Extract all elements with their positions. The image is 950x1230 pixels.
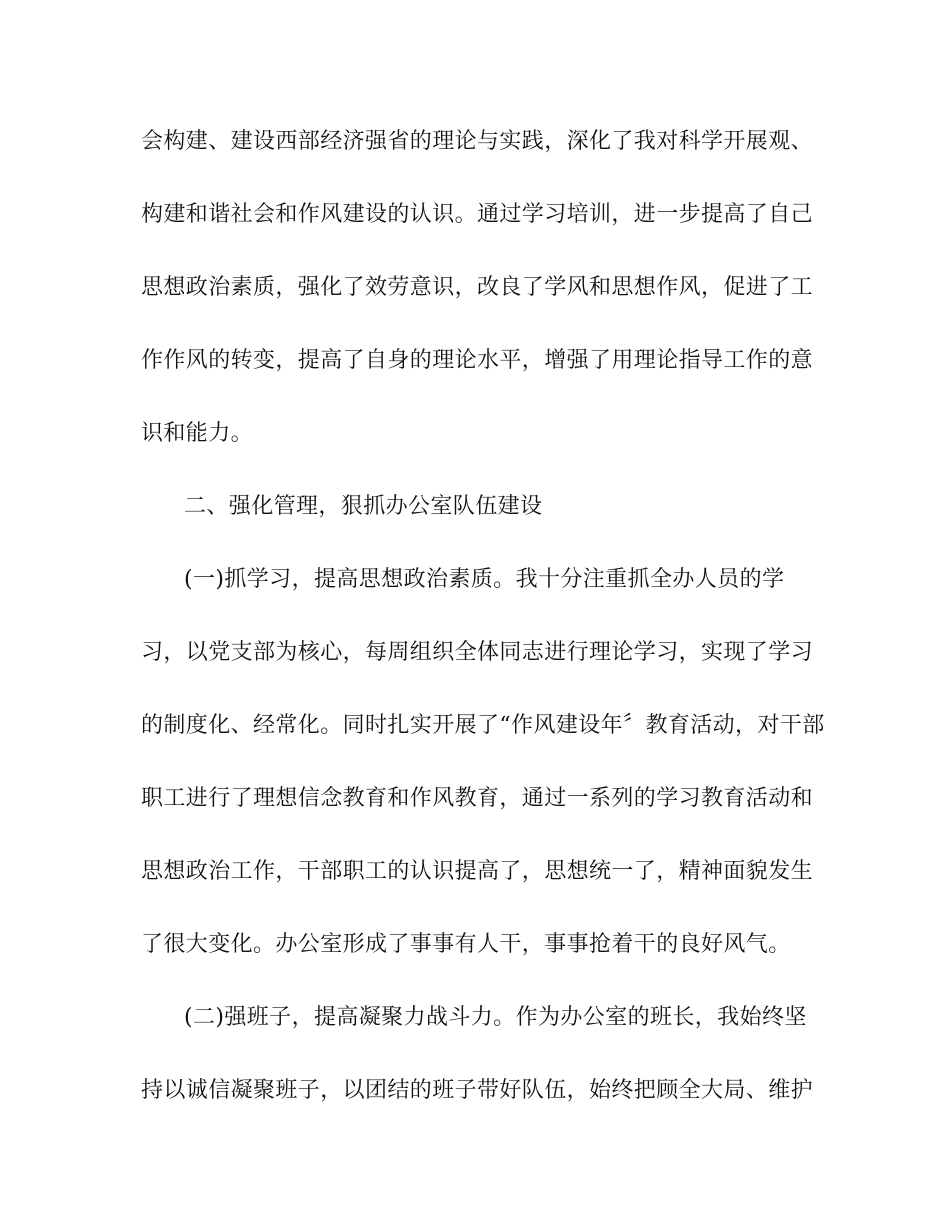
paragraph-3-line-2: 持以诚信凝聚班子，以团结的班子带好队伍，始终把顾全大局、维护 bbox=[141, 1078, 814, 1103]
paragraph-1-line-4: 作作风的转变，提高了自身的理论水平，增强了用理论指导工作的意 bbox=[141, 348, 814, 373]
paragraph-2-line-2: 习，以党支部为核心，每周组织全体同志进行理论学习，实现了学习 bbox=[141, 640, 814, 665]
paragraph-1-line-5: 识和能力。 bbox=[141, 421, 254, 446]
paragraph-1-line-2: 构建和谐社会和作风建设的认识。通过学习培训，进一步提高了自己 bbox=[141, 202, 814, 227]
paragraph-2-line-4: 职工进行了理想信念教育和作风教育，通过一系列的学习教育活动和 bbox=[141, 786, 814, 811]
paragraph-3-line-1: (二)强班子，提高凝聚力战斗力。作为办公室的班长，我始终坚 bbox=[184, 1005, 807, 1030]
paragraph-2-line-1: (一)抓学习，提高思想政治素质。我十分注重抓全办人员的学 bbox=[184, 567, 785, 592]
paragraph-2-line-3: 的制度化、经常化。同时扎实开展了“作风建设年〞教育活动，对干部 bbox=[141, 713, 825, 738]
section-heading: 二、强化管理，狠抓办公室队伍建设 bbox=[184, 494, 543, 519]
paragraph-1-line-3: 思想政治素质，强化了效劳意识，改良了学风和思想作风，促进了工 bbox=[141, 275, 814, 300]
paragraph-1-line-1: 会构建、建设西部经济强省的理论与实践，深化了我对科学开展观、 bbox=[141, 129, 814, 154]
paragraph-2-line-5: 思想政治工作，干部职工的认识提高了，思想统一了，精神面貌发生 bbox=[141, 859, 814, 884]
paragraph-2-line-6: 了很大变化。办公室形成了事事有人干，事事抢着干的良好风气。 bbox=[141, 932, 791, 957]
